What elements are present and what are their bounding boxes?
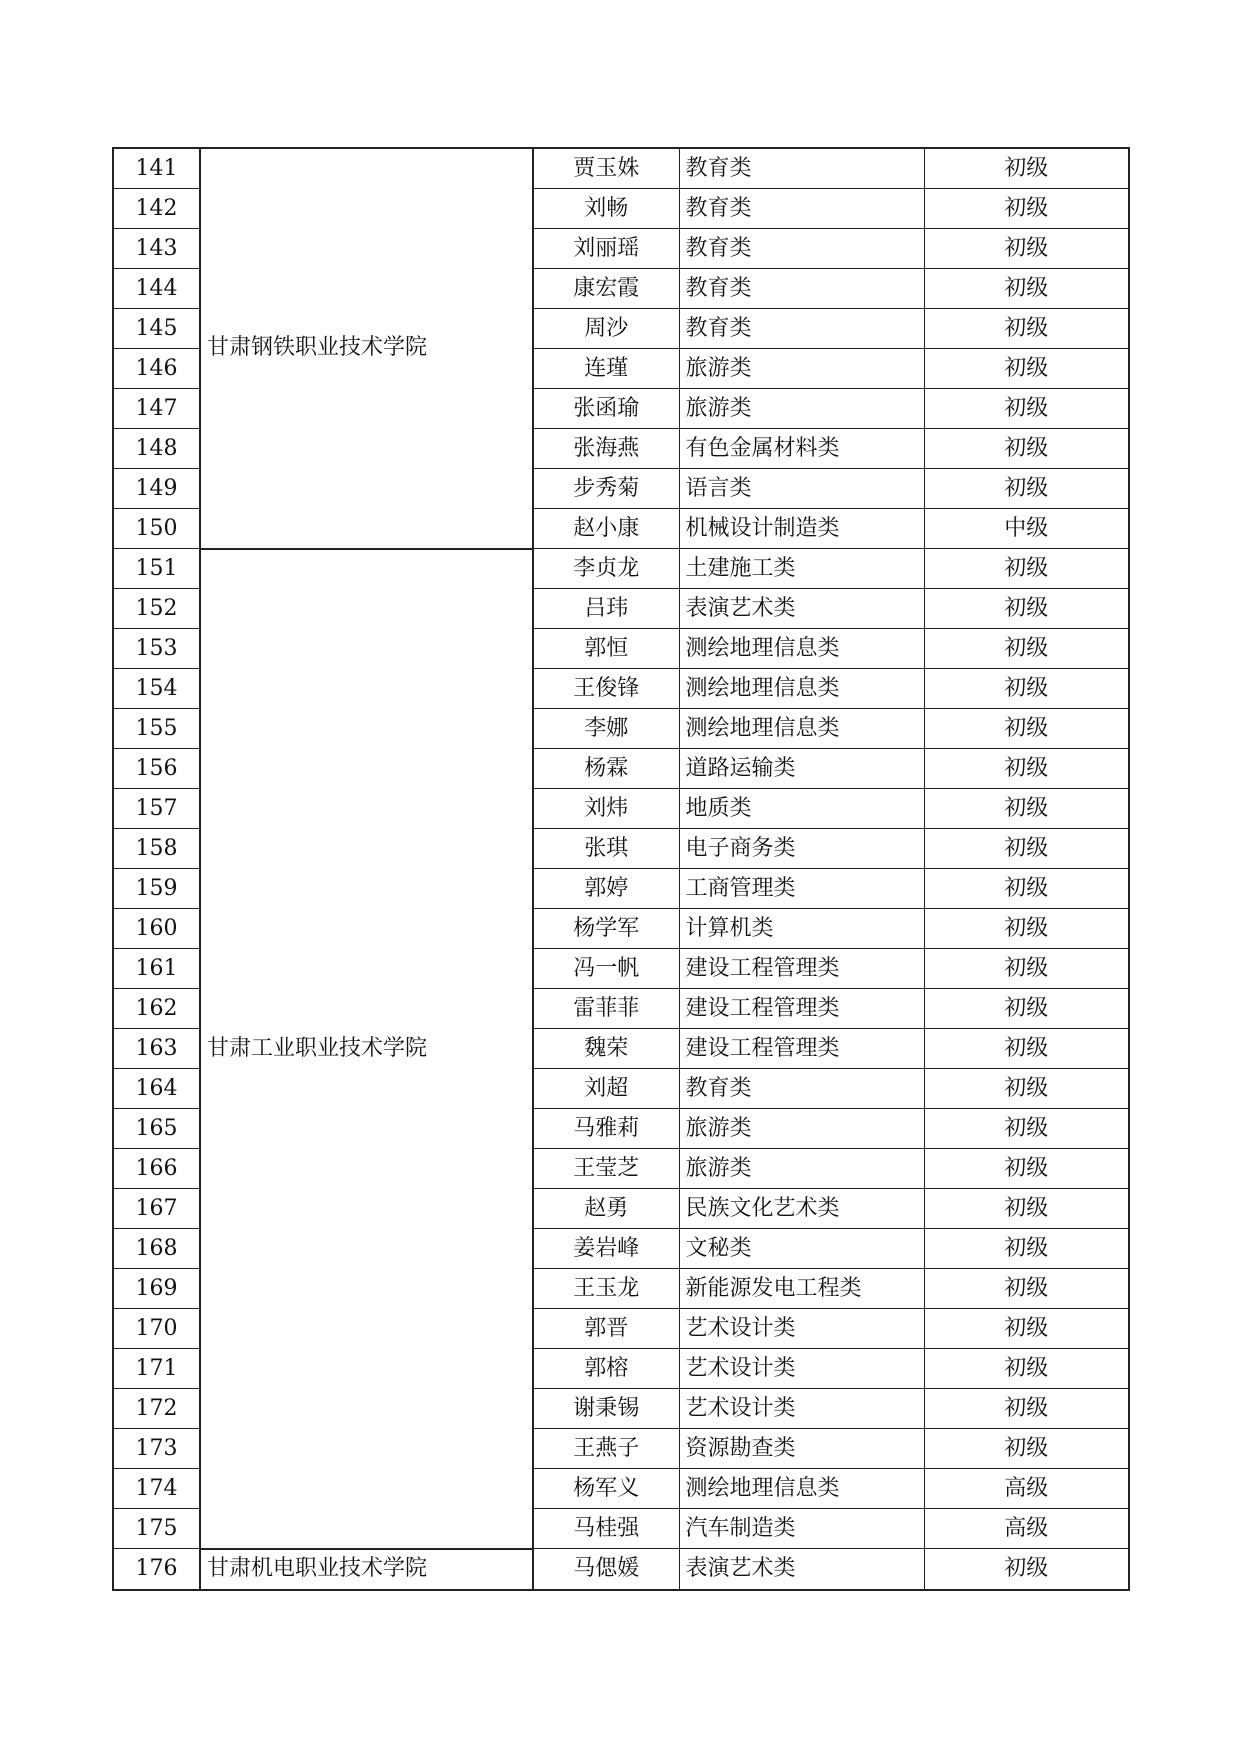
row-number-cell: 152 <box>113 589 200 629</box>
row-number-cell: 154 <box>113 669 200 709</box>
row-number-cell: 167 <box>113 1189 200 1229</box>
person-name-cell: 王俊锋 <box>533 669 679 709</box>
major-category-cell: 测绘地理信息类 <box>679 629 924 669</box>
personnel-table <box>112 147 1130 1591</box>
major-category-cell: 工商管理类 <box>679 869 924 909</box>
school-cell: 甘肃钢铁职业技术学院 <box>200 148 533 549</box>
major-category-cell: 机械设计制造类 <box>679 509 924 549</box>
level-cell: 初级 <box>924 909 1129 949</box>
row-number-cell: 161 <box>113 949 200 989</box>
level-cell: 初级 <box>924 469 1129 509</box>
person-name-cell: 刘畅 <box>533 189 679 229</box>
major-category-cell: 语言类 <box>679 469 924 509</box>
level-cell: 初级 <box>924 1069 1129 1109</box>
major-category-cell: 地质类 <box>679 789 924 829</box>
row-number-cell: 142 <box>113 189 200 229</box>
level-cell: 初级 <box>924 709 1129 749</box>
person-name-cell: 赵勇 <box>533 1189 679 1229</box>
person-name-cell: 杨学军 <box>533 909 679 949</box>
major-category-cell: 测绘地理信息类 <box>679 669 924 709</box>
row-number-cell: 166 <box>113 1149 200 1189</box>
level-cell: 初级 <box>924 1349 1129 1389</box>
level-cell: 初级 <box>924 349 1129 389</box>
row-number-cell: 172 <box>113 1389 200 1429</box>
major-category-cell: 文秘类 <box>679 1229 924 1269</box>
major-category-cell: 建设工程管理类 <box>679 1029 924 1069</box>
major-category-cell: 教育类 <box>679 309 924 349</box>
row-number-cell: 169 <box>113 1269 200 1309</box>
level-cell: 初级 <box>924 429 1129 469</box>
major-category-cell: 旅游类 <box>679 1149 924 1189</box>
row-number-cell: 164 <box>113 1069 200 1109</box>
row-number-cell: 174 <box>113 1469 200 1509</box>
level-cell: 初级 <box>924 589 1129 629</box>
person-name-cell: 郭榕 <box>533 1349 679 1389</box>
row-number-cell: 141 <box>113 148 200 189</box>
level-cell: 初级 <box>924 309 1129 349</box>
row-number-cell: 173 <box>113 1429 200 1469</box>
row-number-cell: 158 <box>113 829 200 869</box>
major-category-cell: 电子商务类 <box>679 829 924 869</box>
level-cell: 初级 <box>924 1029 1129 1069</box>
level-cell: 高级 <box>924 1509 1129 1549</box>
major-category-cell: 艺术设计类 <box>679 1349 924 1389</box>
level-cell: 初级 <box>924 389 1129 429</box>
major-category-cell: 旅游类 <box>679 389 924 429</box>
major-category-cell: 旅游类 <box>679 1109 924 1149</box>
person-name-cell: 马偲媛 <box>533 1549 679 1590</box>
major-category-cell: 表演艺术类 <box>679 589 924 629</box>
person-name-cell: 张函瑜 <box>533 389 679 429</box>
table-row <box>113 549 1129 589</box>
person-name-cell: 周沙 <box>533 309 679 349</box>
major-category-cell: 教育类 <box>679 229 924 269</box>
row-number-cell: 144 <box>113 269 200 309</box>
level-cell: 初级 <box>924 789 1129 829</box>
major-category-cell: 计算机类 <box>679 909 924 949</box>
level-cell: 初级 <box>924 629 1129 669</box>
level-cell: 初级 <box>924 1389 1129 1429</box>
major-category-cell: 汽车制造类 <box>679 1509 924 1549</box>
person-name-cell: 吕玮 <box>533 589 679 629</box>
school-cell: 甘肃机电职业技术学院 <box>200 1549 533 1590</box>
row-number-cell: 171 <box>113 1349 200 1389</box>
row-number-cell: 162 <box>113 989 200 1029</box>
person-name-cell: 赵小康 <box>533 509 679 549</box>
row-number-cell: 165 <box>113 1109 200 1149</box>
person-name-cell: 王燕子 <box>533 1429 679 1469</box>
level-cell: 初级 <box>924 749 1129 789</box>
level-cell: 初级 <box>924 189 1129 229</box>
major-category-cell: 建设工程管理类 <box>679 949 924 989</box>
level-cell: 初级 <box>924 1149 1129 1189</box>
major-category-cell: 教育类 <box>679 148 924 189</box>
major-category-cell: 民族文化艺术类 <box>679 1189 924 1229</box>
level-cell: 初级 <box>924 869 1129 909</box>
level-cell: 初级 <box>924 1109 1129 1149</box>
level-cell: 高级 <box>924 1469 1129 1509</box>
level-cell: 初级 <box>924 148 1129 189</box>
major-category-cell: 艺术设计类 <box>679 1389 924 1429</box>
person-name-cell: 刘炜 <box>533 789 679 829</box>
row-number-cell: 146 <box>113 349 200 389</box>
person-name-cell: 康宏霞 <box>533 269 679 309</box>
major-category-cell: 测绘地理信息类 <box>679 709 924 749</box>
person-name-cell: 刘丽瑶 <box>533 229 679 269</box>
person-name-cell: 贾玉姝 <box>533 148 679 189</box>
level-cell: 初级 <box>924 989 1129 1029</box>
major-category-cell: 艺术设计类 <box>679 1309 924 1349</box>
person-name-cell: 魏荣 <box>533 1029 679 1069</box>
row-number-cell: 157 <box>113 789 200 829</box>
person-name-cell: 杨军义 <box>533 1469 679 1509</box>
person-name-cell: 张琪 <box>533 829 679 869</box>
major-category-cell: 道路运输类 <box>679 749 924 789</box>
major-category-cell: 建设工程管理类 <box>679 989 924 1029</box>
person-name-cell: 王玉龙 <box>533 1269 679 1309</box>
row-number-cell: 160 <box>113 909 200 949</box>
person-name-cell: 郭恒 <box>533 629 679 669</box>
person-name-cell: 冯一帆 <box>533 949 679 989</box>
person-name-cell: 李娜 <box>533 709 679 749</box>
level-cell: 初级 <box>924 669 1129 709</box>
row-number-cell: 147 <box>113 389 200 429</box>
major-category-cell: 有色金属材料类 <box>679 429 924 469</box>
row-number-cell: 159 <box>113 869 200 909</box>
table-row <box>113 148 1129 189</box>
person-name-cell: 雷菲菲 <box>533 989 679 1029</box>
row-number-cell: 156 <box>113 749 200 789</box>
level-cell: 初级 <box>924 1189 1129 1229</box>
person-name-cell: 马桂强 <box>533 1509 679 1549</box>
row-number-cell: 175 <box>113 1509 200 1549</box>
person-name-cell: 郭婷 <box>533 869 679 909</box>
level-cell: 初级 <box>924 949 1129 989</box>
level-cell: 初级 <box>924 1429 1129 1469</box>
person-name-cell: 王莹芝 <box>533 1149 679 1189</box>
level-cell: 中级 <box>924 509 1129 549</box>
person-name-cell: 张海燕 <box>533 429 679 469</box>
major-category-cell: 教育类 <box>679 189 924 229</box>
row-number-cell: 176 <box>113 1549 200 1590</box>
row-number-cell: 151 <box>113 549 200 589</box>
major-category-cell: 新能源发电工程类 <box>679 1269 924 1309</box>
person-name-cell: 刘超 <box>533 1069 679 1109</box>
level-cell: 初级 <box>924 549 1129 589</box>
major-category-cell: 资源勘查类 <box>679 1429 924 1469</box>
row-number-cell: 145 <box>113 309 200 349</box>
major-category-cell: 教育类 <box>679 269 924 309</box>
person-name-cell: 步秀菊 <box>533 469 679 509</box>
person-name-cell: 李贞龙 <box>533 549 679 589</box>
level-cell: 初级 <box>924 1309 1129 1349</box>
person-name-cell: 马雅莉 <box>533 1109 679 1149</box>
row-number-cell: 170 <box>113 1309 200 1349</box>
level-cell: 初级 <box>924 1269 1129 1309</box>
row-number-cell: 143 <box>113 229 200 269</box>
row-number-cell: 163 <box>113 1029 200 1069</box>
person-name-cell: 姜岩峰 <box>533 1229 679 1269</box>
row-number-cell: 148 <box>113 429 200 469</box>
school-cell: 甘肃工业职业技术学院 <box>200 549 533 1549</box>
person-name-cell: 杨霖 <box>533 749 679 789</box>
person-name-cell: 连瑾 <box>533 349 679 389</box>
row-number-cell: 150 <box>113 509 200 549</box>
row-number-cell: 153 <box>113 629 200 669</box>
level-cell: 初级 <box>924 229 1129 269</box>
level-cell: 初级 <box>924 1549 1129 1590</box>
major-category-cell: 测绘地理信息类 <box>679 1469 924 1509</box>
row-number-cell: 168 <box>113 1229 200 1269</box>
table-row <box>113 1549 1129 1590</box>
level-cell: 初级 <box>924 829 1129 869</box>
major-category-cell: 土建施工类 <box>679 549 924 589</box>
row-number-cell: 149 <box>113 469 200 509</box>
level-cell: 初级 <box>924 269 1129 309</box>
major-category-cell: 表演艺术类 <box>679 1549 924 1590</box>
row-number-cell: 155 <box>113 709 200 749</box>
major-category-cell: 旅游类 <box>679 349 924 389</box>
person-name-cell: 郭晋 <box>533 1309 679 1349</box>
major-category-cell: 教育类 <box>679 1069 924 1109</box>
person-name-cell: 谢秉锡 <box>533 1389 679 1429</box>
level-cell: 初级 <box>924 1229 1129 1269</box>
